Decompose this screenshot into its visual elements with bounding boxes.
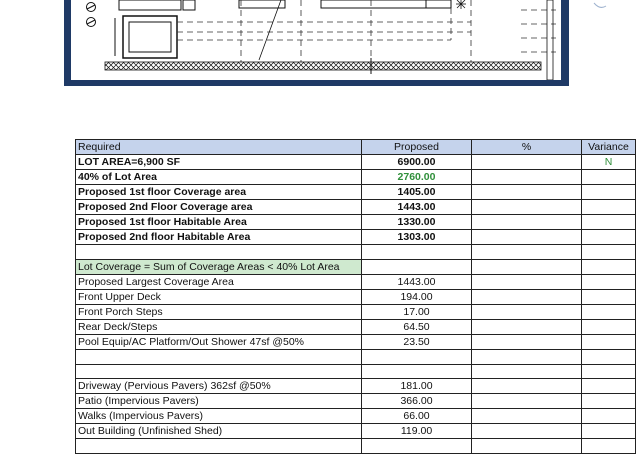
row-proposed-cell: 23.50 — [362, 334, 472, 349]
table-row — [76, 319, 636, 334]
site-plan-svg — [71, 0, 561, 80]
table-row — [76, 185, 636, 200]
row-label-cell — [76, 245, 362, 260]
row-variance-cell — [582, 274, 636, 289]
row-proposed-cell: 366.00 — [362, 394, 472, 409]
row-variance-cell — [582, 334, 636, 349]
row-variance-cell — [582, 259, 636, 274]
row-percent-cell — [472, 274, 582, 289]
row-label-cell: Walks (Impervious Pavers) — [76, 409, 362, 424]
row-percent-cell — [472, 409, 582, 424]
row-label-cell: Rear Deck/Steps — [76, 319, 362, 334]
row-percent-cell — [472, 230, 582, 245]
row-variance-cell — [582, 424, 636, 439]
row-label-cell — [76, 439, 362, 454]
table-row — [76, 424, 636, 439]
table-row — [76, 439, 636, 454]
table-header-row — [76, 140, 636, 155]
table-row — [76, 289, 636, 304]
row-label-cell — [76, 349, 362, 364]
row-percent-cell — [472, 379, 582, 394]
row-percent-cell — [472, 394, 582, 409]
tree-symbol — [456, 0, 466, 9]
row-percent-cell — [472, 364, 582, 379]
header-percent: % — [472, 140, 582, 155]
row-variance-cell — [582, 289, 636, 304]
row-percent-cell — [472, 215, 582, 230]
row-variance-cell — [582, 409, 636, 424]
row-label-cell: Proposed 2nd floor Habitable Area — [76, 230, 362, 245]
table-row — [76, 215, 636, 230]
row-proposed-cell: 181.00 — [362, 379, 472, 394]
row-proposed-cell: 1443.00 — [362, 200, 472, 215]
row-variance-cell — [582, 439, 636, 454]
table-row — [76, 155, 636, 170]
row-variance-cell — [582, 215, 636, 230]
table-row — [76, 334, 636, 349]
header-required: Required — [76, 140, 362, 155]
header-proposed: Proposed — [362, 140, 472, 155]
row-percent-cell — [472, 245, 582, 260]
row-variance-cell — [582, 319, 636, 334]
setback-lines — [177, 0, 556, 62]
table-row — [76, 364, 636, 379]
row-proposed-cell: 194.00 — [362, 289, 472, 304]
table-row — [76, 304, 636, 319]
table-row — [76, 349, 636, 364]
site-plan-frame — [64, 0, 569, 86]
row-label-cell: Front Upper Deck — [76, 289, 362, 304]
row-label-cell: Patio (Impervious Pavers) — [76, 394, 362, 409]
row-proposed-cell — [362, 364, 472, 379]
row-proposed-cell: 17.00 — [362, 304, 472, 319]
row-proposed-cell — [362, 349, 472, 364]
hatched-wall — [105, 62, 541, 70]
row-label-cell: Proposed 1st floor Coverage area — [76, 185, 362, 200]
table-row — [76, 274, 636, 289]
row-proposed-cell: 1405.00 — [362, 185, 472, 200]
row-variance-cell — [582, 394, 636, 409]
row-proposed-cell: 2760.00 — [362, 170, 472, 185]
coverage-table — [75, 139, 636, 454]
row-label-cell: 40% of Lot Area — [76, 170, 362, 185]
row-percent-cell — [472, 259, 582, 274]
row-label-cell: Proposed Largest Coverage Area — [76, 274, 362, 289]
row-percent-cell — [472, 185, 582, 200]
table-row — [76, 379, 636, 394]
site-plan-drawing — [71, 0, 561, 80]
row-variance-cell — [582, 364, 636, 379]
row-proposed-cell — [362, 245, 472, 260]
row-variance-cell — [582, 349, 636, 364]
equipment-symbols — [87, 3, 96, 27]
row-variance-cell — [582, 245, 636, 260]
row-proposed-cell: 1303.00 — [362, 230, 472, 245]
row-percent-cell — [472, 319, 582, 334]
table-row — [76, 200, 636, 215]
row-percent-cell — [472, 334, 582, 349]
row-percent-cell — [472, 155, 582, 170]
table-row — [76, 245, 636, 260]
row-percent-cell — [472, 289, 582, 304]
row-label-cell: Out Building (Unfinished Shed) — [76, 424, 362, 439]
row-variance-cell — [582, 185, 636, 200]
row-proposed-cell — [362, 439, 472, 454]
row-variance-cell — [582, 200, 636, 215]
row-percent-cell — [472, 439, 582, 454]
row-proposed-cell: 1443.00 — [362, 274, 472, 289]
side-strip — [547, 0, 553, 80]
row-variance-cell — [582, 230, 636, 245]
row-label-cell — [76, 364, 362, 379]
row-variance-cell — [582, 304, 636, 319]
row-label-cell: LOT AREA=6,900 SF — [76, 155, 362, 170]
row-proposed-cell: 66.00 — [362, 409, 472, 424]
row-percent-cell — [472, 200, 582, 215]
table-row — [76, 394, 636, 409]
header-variance: Variance — [582, 140, 636, 155]
table-row — [76, 230, 636, 245]
row-label-cell: Front Porch Steps — [76, 304, 362, 319]
row-label-cell: Pool Equip/AC Platform/Out Shower 47sf @50% — [76, 334, 362, 349]
row-proposed-cell: 1330.00 — [362, 215, 472, 230]
corner-mark-icon — [590, 0, 630, 14]
table-row — [76, 409, 636, 424]
table-row — [76, 170, 636, 185]
row-label-cell: Driveway (Pervious Pavers) 362sf @50% — [76, 379, 362, 394]
row-variance-cell: N — [582, 155, 636, 170]
row-variance-cell — [582, 170, 636, 185]
row-percent-cell — [472, 170, 582, 185]
row-variance-cell — [582, 379, 636, 394]
table-row — [76, 259, 636, 274]
row-label-cell: Lot Coverage = Sum of Coverage Areas < 40% Lot Area — [76, 259, 362, 274]
row-label-cell: Proposed 2nd Floor Coverage area — [76, 200, 362, 215]
row-proposed-cell — [362, 259, 472, 274]
row-percent-cell — [472, 304, 582, 319]
row-percent-cell — [472, 424, 582, 439]
leader-line — [259, 0, 281, 60]
row-proposed-cell: 6900.00 — [362, 155, 472, 170]
row-proposed-cell: 64.50 — [362, 319, 472, 334]
building-outline — [115, 0, 451, 58]
row-proposed-cell: 119.00 — [362, 424, 472, 439]
row-label-cell: Proposed 1st floor Habitable Area — [76, 215, 362, 230]
row-percent-cell — [472, 349, 582, 364]
